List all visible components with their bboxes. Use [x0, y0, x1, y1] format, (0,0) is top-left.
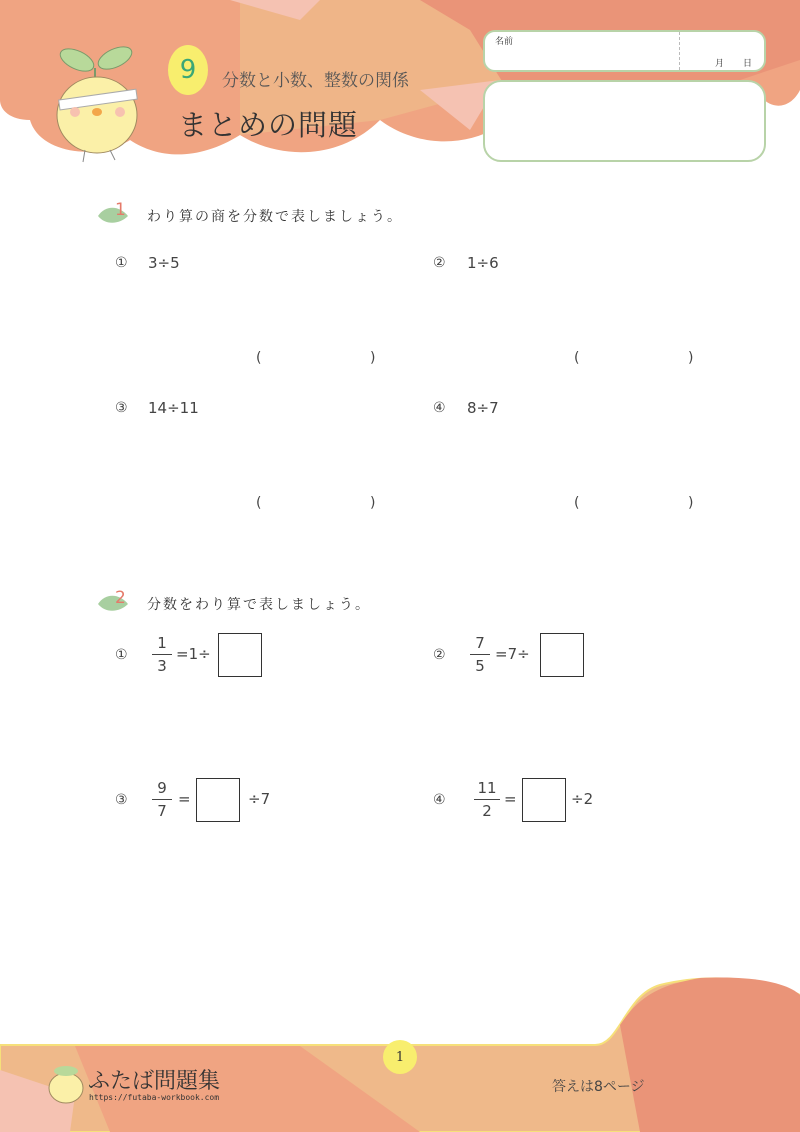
leaf-icon [96, 590, 132, 616]
answer-box[interactable] [540, 633, 584, 677]
answer-field[interactable] [268, 345, 366, 373]
answer-field[interactable] [586, 345, 684, 373]
unit-title: 分数と小数、整数の関係 [222, 71, 409, 91]
leaf-icon [96, 202, 132, 228]
problem-mark: ① [115, 647, 128, 663]
unit-number-badge: 9 [168, 45, 208, 95]
denominator: 5 [475, 657, 485, 675]
answer-paren-close: ) [688, 350, 694, 366]
answer-box[interactable] [522, 778, 566, 822]
denominator: 3 [157, 657, 167, 675]
answer-field[interactable] [268, 490, 366, 518]
page-number: 1 [383, 1040, 417, 1074]
date-divider [679, 32, 680, 70]
denominator: 7 [157, 802, 167, 820]
problem-mark: ② [433, 647, 446, 663]
fraction [470, 633, 490, 676]
answer-paren-open: ( [256, 350, 262, 366]
logo-chick-icon [45, 1063, 87, 1105]
problem-mark: ③ [115, 792, 128, 808]
equation-text: ÷2 [571, 790, 594, 808]
problem-mark: ④ [433, 792, 446, 808]
answer-page-note: 答えは8ページ [552, 1079, 645, 1095]
answer-field[interactable] [586, 490, 684, 518]
numerator: 11 [477, 779, 497, 797]
section2-instruction: 分数をわり算で表しましょう。 [147, 597, 371, 613]
problem-mark: ② [433, 255, 446, 271]
answer-paren-open: ( [256, 495, 262, 511]
logo-text: ふたば問題集 [88, 1069, 221, 1094]
fraction [152, 633, 172, 676]
equation-text: = [178, 790, 191, 808]
fraction [152, 778, 172, 821]
answer-box[interactable] [218, 633, 262, 677]
score-box[interactable] [483, 80, 766, 162]
equation-text: ÷7 [248, 790, 271, 808]
month-label: 月 [715, 59, 725, 69]
answer-box[interactable] [196, 778, 240, 822]
day-label: 日 [743, 59, 753, 69]
problem-mark: ① [115, 255, 128, 271]
problem-expression: 8÷7 [467, 399, 499, 417]
equation-text: =7÷ [495, 645, 530, 663]
equation-text: = [504, 790, 517, 808]
problem-expression: 3÷5 [148, 254, 180, 272]
answer-paren-close: ) [370, 350, 376, 366]
problem-mark: ④ [433, 400, 446, 416]
section1-instruction: わり算の商を分数で表しましょう。 [147, 209, 403, 225]
answer-paren-open: ( [574, 495, 580, 511]
fraction [474, 778, 500, 821]
numerator: 7 [475, 634, 485, 652]
answer-paren-close: ) [688, 495, 694, 511]
problem-expression: 1÷6 [467, 254, 499, 272]
section2-number: 2 [115, 588, 126, 608]
answer-paren-open: ( [574, 350, 580, 366]
answer-paren-close: ) [370, 495, 376, 511]
site-url[interactable]: https://futaba-workbook.com [89, 1093, 220, 1102]
chick-mascot-illustration [45, 40, 155, 165]
section1-number: 1 [115, 200, 126, 220]
name-field[interactable] [483, 30, 766, 72]
name-label: 名前 [495, 37, 514, 47]
numerator: 1 [157, 634, 167, 652]
problem-expression: 14÷11 [148, 399, 199, 417]
denominator: 2 [482, 802, 492, 820]
page-title: まとめの問題 [178, 108, 359, 142]
problem-mark: ③ [115, 400, 128, 416]
numerator: 9 [157, 779, 167, 797]
equation-text: =1÷ [176, 645, 211, 663]
